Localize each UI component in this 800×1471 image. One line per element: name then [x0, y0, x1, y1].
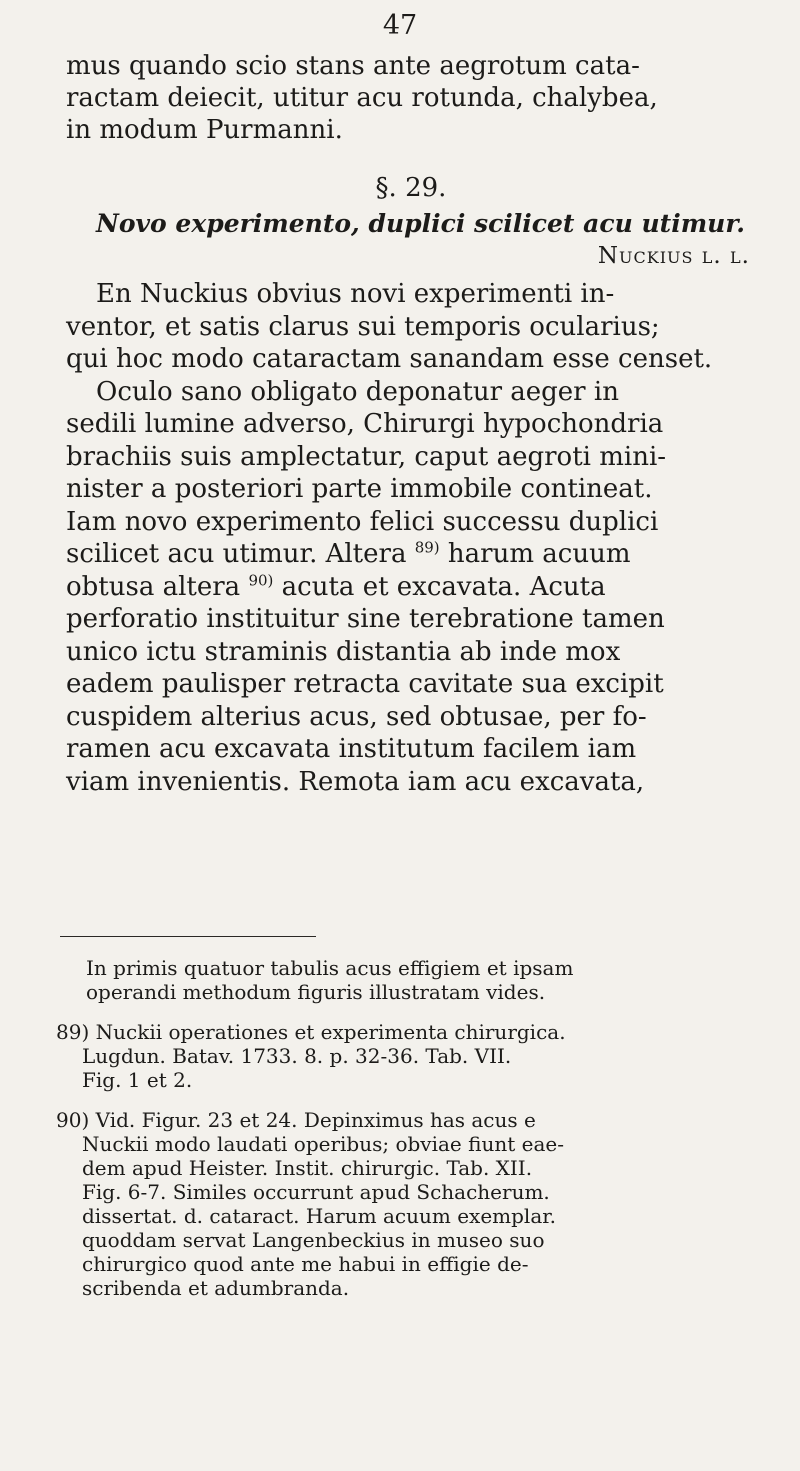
text-line: sedili lumine adverso, Chirurgi hypochondria	[66, 409, 664, 439]
text-line: ramen acu excavata institutum facilem iam	[66, 734, 637, 764]
text-line-with-ref	[66, 571, 756, 604]
text-line-with-ref	[66, 538, 756, 571]
footnote-line: In primis quatuor tabulis acus effigiem et ipsam	[86, 956, 574, 980]
footnote-line	[56, 1020, 756, 1044]
text-line: unico ictu straminis distantia ab inde mox	[66, 636, 621, 667]
text-segment: harum acuum	[439, 539, 631, 569]
intro-paragraph	[66, 50, 756, 146]
section-title: Novo experimento, duplici scilicet acu utimur.	[96, 209, 745, 238]
text-line: mus quando scio stans ante aegrotum cata-	[66, 51, 640, 81]
text-line: perforatio instituitur sine terebratione tamen	[66, 604, 665, 634]
text-line: viam invenientis. Remota iam acu excavata,	[66, 766, 645, 797]
text-line: ractam deiecit, utitur acu rotunda, chalybea,	[66, 83, 658, 113]
footnote-line: scribenda et adumbranda.	[82, 1276, 350, 1300]
text-line: ventor, et satis clarus sui temporis ocularius;	[66, 311, 660, 342]
page-number: 47	[382, 10, 418, 41]
footnote-divider	[60, 936, 316, 937]
main-text	[66, 50, 756, 798]
footnote-line: dissertat. d. cataract. Harum acuum exemplar.	[82, 1204, 556, 1228]
text-line: brachiis suis amplectatur, caput aegroti mini-	[66, 441, 667, 472]
section-reference: Nuckius l. l.	[597, 243, 750, 269]
footnote-line: Nuckii modo laudati operibus; obviae fiunt eae-	[82, 1132, 564, 1156]
footnote-ref-90: 90)	[248, 570, 274, 589]
footnote-text: Nuckii operationes et experimenta chirurgica.	[95, 1020, 566, 1044]
text-segment: scilicet acu utimur. Altera	[66, 539, 407, 569]
text-line: Oculo sano obligato deponatur aeger in	[96, 376, 619, 407]
text-line: in modum Purmanni.	[66, 115, 343, 145]
section-number: §. 29.	[375, 173, 447, 203]
footnote-text: Vid. Figur. 23 et 24. Depinximus has acus e	[95, 1108, 536, 1132]
footnote-line: Fig. 1 et 2.	[82, 1068, 193, 1092]
footnote-line: dem apud Heister. Instit. chirurgic. Tab. XII.	[82, 1156, 533, 1180]
footnote-line: Fig. 6-7. Similes occurrunt apud Schacherum.	[82, 1180, 550, 1204]
body-paragraph	[66, 278, 756, 798]
text-segment: acuta et excavata. Acuta	[273, 571, 606, 602]
footnote-line: Lugdun. Batav. 1733. 8. p. 32-36. Tab. VII.	[82, 1044, 512, 1068]
footnote-ref-89: 89)	[414, 538, 440, 557]
footnote-90	[56, 1108, 756, 1300]
footnote-line	[56, 1108, 756, 1132]
footnote-intro	[56, 956, 756, 1004]
footnote-line: quoddam servat Langenbeckius in museo suo	[82, 1228, 545, 1252]
footnote-line: operandi methodum figuris illustratam vides.	[86, 980, 546, 1004]
text-line: cuspidem alterius acus, sed obtusae, per fo-	[66, 701, 647, 732]
text-line: Iam novo experimento felici successu duplici	[66, 506, 659, 537]
footnote-marker: 90)	[56, 1108, 90, 1132]
footnote-89	[56, 1020, 756, 1092]
footnote-line: chirurgico quod ante me habui in effigie de-	[82, 1252, 529, 1276]
text-line: qui hoc modo cataractam sanandam esse censet.	[66, 344, 713, 374]
text-line: En Nuckius obvius novi experimenti in-	[96, 279, 615, 309]
text-line: nister a posteriori parte immobile contineat.	[66, 474, 653, 504]
footnote-marker: 89)	[56, 1020, 90, 1044]
text-line: eadem paulisper retracta cavitate sua excipit	[66, 669, 664, 699]
text-segment: obtusa altera	[66, 571, 241, 602]
footnotes	[56, 956, 756, 1316]
